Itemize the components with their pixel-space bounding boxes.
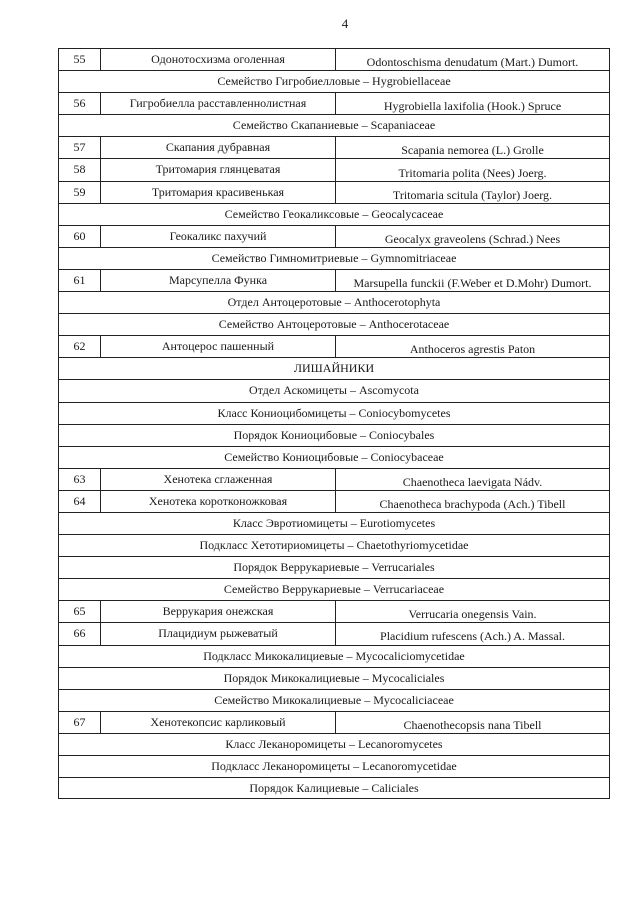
taxon-heading: Семейство Веррукариевые – Verrucariaceae <box>223 582 445 597</box>
taxon-heading: Подкласс Леканоромицеты – Lecanoromycetidae <box>211 759 457 774</box>
species-row <box>58 136 610 158</box>
species-number: 64 <box>59 491 101 512</box>
taxon-heading-row <box>58 313 610 335</box>
taxon-heading-row <box>58 578 610 600</box>
species-russian-name: Антоцерос пашенный <box>101 336 336 357</box>
species-number: 67 <box>59 712 101 733</box>
species-latin-name: Tritomaria scitula (Taylor) Joerg. <box>392 187 553 202</box>
species-row <box>58 600 610 622</box>
species-latin-name: Odontoschisma denudatum (Mart.) Dumort. <box>366 55 579 70</box>
species-number: 59 <box>59 182 101 203</box>
species-row <box>58 225 610 247</box>
species-row <box>58 335 610 357</box>
taxon-heading-row <box>58 512 610 534</box>
species-latin-name: Geocalyx graveolens (Schrad.) Nees <box>384 231 561 246</box>
species-russian-name: Тритомария красивенькая <box>101 182 336 203</box>
taxon-heading-row <box>58 402 610 424</box>
species-latin-name: Scapania nemorea (L.) Grolle <box>401 143 544 158</box>
taxon-heading: Семейство Микокалициевые – Mycocaliciaceae <box>214 692 454 707</box>
species-latin-name: Tritomaria polita (Nees) Joerg. <box>398 165 547 180</box>
taxon-heading: Семейство Гигробиелловые – Hygrobiellaceae <box>217 74 451 89</box>
species-russian-name: Геокаликс пахучий <box>101 226 336 247</box>
taxon-heading: Подкласс Микокалициевые – Mycocaliciomycetidae <box>203 648 465 663</box>
species-number: 66 <box>59 623 101 644</box>
species-russian-name: Хенотека сглаженная <box>101 469 336 490</box>
taxon-heading-row <box>58 203 610 225</box>
taxon-heading-row <box>58 357 610 379</box>
taxon-heading: Семейство Антоцеротовые – Anthocerotaceae <box>218 317 450 332</box>
taxon-heading: Отдел Аскомицеты – Ascomycota <box>249 383 419 398</box>
taxon-heading-row <box>58 667 610 689</box>
taxon-heading: Отдел Антоцеротовые – Anthocerotophyta <box>227 295 441 310</box>
taxon-heading: Семейство Геокаликсовые – Geocalycaceae <box>224 206 444 221</box>
species-row <box>58 48 610 70</box>
species-number: 62 <box>59 336 101 357</box>
taxon-heading: Класс Кониоцибомицеты – Coniocybomycetes <box>217 405 451 420</box>
species-latin-name: Chaenotheca brachypoda (Ach.) Tibell <box>379 496 566 511</box>
species-row <box>58 468 610 490</box>
taxon-heading: Порядок Кониоцибовые – Coniocybales <box>233 427 435 442</box>
taxon-heading: Класс Леканоромицеты – Lecanoromycetes <box>225 736 443 751</box>
taxon-heading: ЛИШАЙНИКИ <box>293 361 375 376</box>
species-number: 65 <box>59 601 101 622</box>
taxon-heading: Семейство Гимномитриевые – Gymnomitriaceae <box>211 250 457 265</box>
species-table <box>58 48 610 799</box>
taxon-heading-row <box>58 733 610 755</box>
species-number: 58 <box>59 159 101 180</box>
taxon-heading: Порядок Веррукариевые – Verrucariales <box>233 560 435 575</box>
species-row <box>58 622 610 644</box>
species-row <box>58 490 610 512</box>
taxon-heading-row <box>58 645 610 667</box>
taxon-heading-row <box>58 114 610 136</box>
species-number: 63 <box>59 469 101 490</box>
species-russian-name: Марсупелла Функа <box>101 270 336 291</box>
species-russian-name: Тритомария глянцеватая <box>101 159 336 180</box>
taxon-heading-row <box>58 424 610 446</box>
taxon-heading-row <box>58 556 610 578</box>
species-latin-name: Anthoceros agrestis Paton <box>409 342 536 357</box>
taxon-heading-row <box>58 247 610 269</box>
page-number: 4 <box>341 16 349 31</box>
species-russian-name: Плацидиум рыжеватый <box>101 623 336 644</box>
taxon-heading-row <box>58 689 610 711</box>
species-row <box>58 269 610 291</box>
species-russian-name: Хенотекопсис карликовый <box>101 712 336 733</box>
taxon-heading: Класс Эвротиомицеты – Eurotiomycetes <box>232 516 436 531</box>
species-number: 55 <box>59 49 101 70</box>
species-russian-name: Гигробиелла расставленнолистная <box>101 93 336 114</box>
taxon-heading-row <box>58 755 610 777</box>
species-russian-name: Хенотека коротконожковая <box>101 491 336 512</box>
species-latin-name: Chaenotheca laevigata Nádv. <box>402 474 543 489</box>
species-latin-name: Hygrobiella laxifolia (Hook.) Spruce <box>383 99 562 114</box>
taxon-heading-row <box>58 379 610 401</box>
taxon-heading-row <box>58 446 610 468</box>
taxon-heading-row <box>58 534 610 556</box>
taxon-heading: Порядок Микокалициевые – Mycocaliciales <box>223 670 445 685</box>
taxon-heading: Подкласс Хетотириомицеты – Chaetothyriomycetidae <box>199 538 469 553</box>
taxon-heading: Порядок Калициевые – Caliciales <box>249 780 419 795</box>
taxon-heading-row <box>58 777 610 799</box>
species-latin-name: Placidium rufescens (Ach.) A. Massal. <box>380 629 565 644</box>
species-row <box>58 711 610 733</box>
taxon-heading-row <box>58 70 610 92</box>
species-russian-name: Скапания дубравная <box>101 137 336 158</box>
taxon-heading-row <box>58 291 610 313</box>
species-row <box>58 92 610 114</box>
taxon-heading: Семейство Скапаниевые – Scapaniaceae <box>232 118 436 133</box>
taxon-heading: Семейство Кониоцибовые – Coniocybaceae <box>224 449 444 464</box>
species-russian-name: Одонотосхизма оголенная <box>101 49 336 70</box>
species-number: 60 <box>59 226 101 247</box>
species-latin-name: Chaenothecopsis nana Tibell <box>403 717 542 732</box>
species-number: 57 <box>59 137 101 158</box>
species-number: 56 <box>59 93 101 114</box>
species-number: 61 <box>59 270 101 291</box>
species-latin-name: Marsupella funckii (F.Weber et D.Mohr) Dumort. <box>353 275 592 290</box>
species-row <box>58 181 610 203</box>
species-russian-name: Веррукария онежская <box>101 601 336 622</box>
species-latin-name: Verrucaria onegensis Vain. <box>408 607 537 622</box>
species-row <box>58 158 610 180</box>
